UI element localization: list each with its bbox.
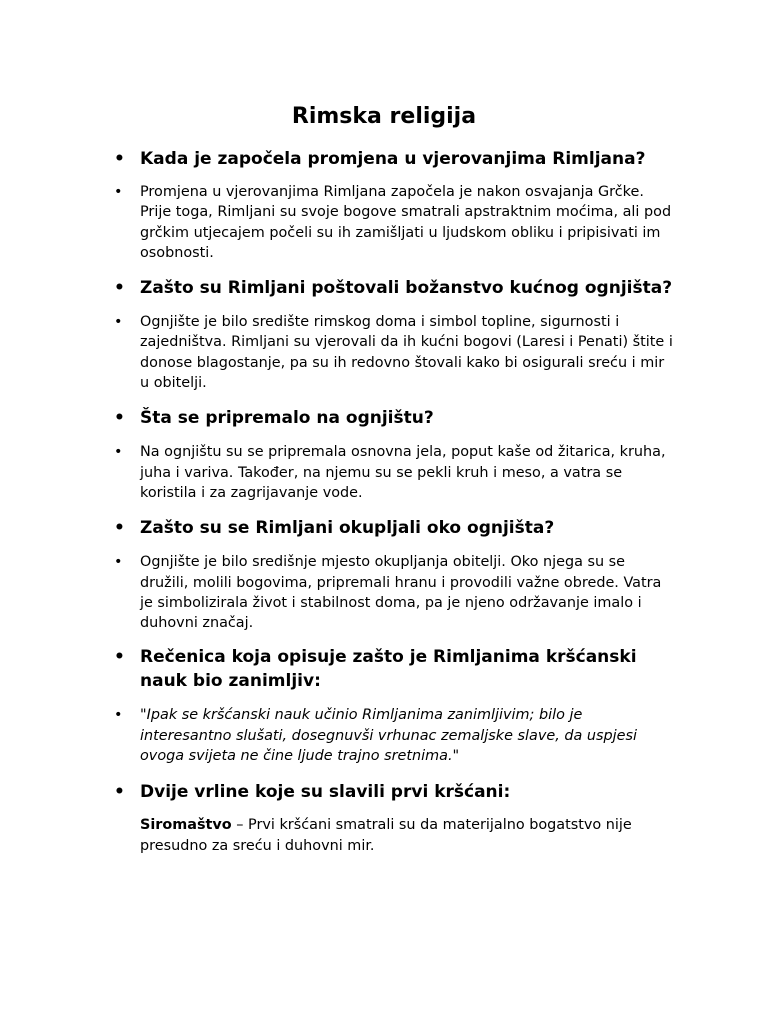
question-3 xyxy=(114,406,674,430)
answer-1 xyxy=(114,182,674,263)
answer-3 xyxy=(114,442,674,503)
question-1-text: Kada je započela promjena u vjerovanjima Rimljana? xyxy=(140,149,646,169)
answer-3-text: Na ognjištu su se pripremala osnovna jela, poput kaše od žitarica, kruha, juha i variva. Također, na njemu su se pekli kruh i meso, a vatra se koristila i za zagrijavanje vode. xyxy=(140,444,666,501)
bullet-icon: • xyxy=(114,707,123,724)
question-3-text: Šta se pripremalo na ognjištu? xyxy=(140,408,434,429)
answer-2 xyxy=(114,312,674,393)
question-5 xyxy=(114,645,674,693)
bullet-icon: • xyxy=(114,314,123,331)
answer-5-quote: "Ipak se kršćanski nauk učinio Rimljanima zanimljivim; bilo je interesantno slušati, dosegnuvši vrhunac zemaljske slave, da uspjesi ovoga svijeta ne čine ljude trajno sretnima." xyxy=(140,707,637,765)
answer-5 xyxy=(114,705,674,766)
bullet-icon: • xyxy=(114,149,125,169)
answer-6-text: – Prvi kršćani smatrali su da materijalno bogatstvo nije presudno za sreću i duhovni mir. xyxy=(140,817,632,854)
document-body xyxy=(114,147,674,856)
answer-2-text: Ognjište je bilo središte rimskog doma i simbol topline, sigurnosti i zajedništva. Rimljani su vjerovali da ih kućni bogovi (Laresi i Penati) štite i donose blagostanje, pa su ih redovno štovali kako bi osigurali sreću i mir u obitelji. xyxy=(140,314,673,392)
bullet-icon: • xyxy=(114,444,123,461)
bullet-icon: • xyxy=(114,278,125,299)
answer-6 xyxy=(114,815,674,856)
question-4-text: Zašto su se Rimljani okupljali oko ognjišta? xyxy=(140,518,555,539)
bullet-icon: • xyxy=(114,782,125,803)
answer-4-text: Ognjište je bilo središnje mjesto okupljanja obitelji. Oko njega su se družili, molili bogovima, pripremali hranu i provodili važne obrede. Vatra je simbolizirala život i stabilnost doma, pa je njeno održavanje imalo i duhovni značaj. xyxy=(140,554,662,632)
bullet-icon: • xyxy=(114,518,125,539)
bullet-icon: • xyxy=(114,408,125,429)
answer-4 xyxy=(114,552,674,633)
bullet-icon: • xyxy=(114,647,125,668)
question-2 xyxy=(114,276,674,300)
question-2-text: Zašto su Rimljani poštovali božanstvo kućnog ognjišta? xyxy=(140,278,673,299)
question-5-text: Rečenica koja opisuje zašto je Rimljanima kršćanski nauk bio zanimljiv: xyxy=(140,647,637,692)
bullet-icon: • xyxy=(114,554,123,571)
document-title: Rimska religija xyxy=(291,104,477,129)
question-6 xyxy=(114,780,674,804)
question-1 xyxy=(114,147,674,171)
question-6-text: Dvije vrline koje su slavili prvi kršćani: xyxy=(140,782,511,803)
answer-6-term: Siromaštvo xyxy=(140,817,232,834)
question-4 xyxy=(114,516,674,540)
answer-1-text: Promjena u vjerovanjima Rimljana započela je nakon osvajanja Grčke. Prije toga, Rimljani su svoje bogove smatrali apstraktnim moćima, ali pod grčkim utjecajem počeli su ih zamišljati u ljudskom obliku i pripisivati im osobnosti. xyxy=(140,184,672,261)
bullet-icon: • xyxy=(114,184,123,200)
